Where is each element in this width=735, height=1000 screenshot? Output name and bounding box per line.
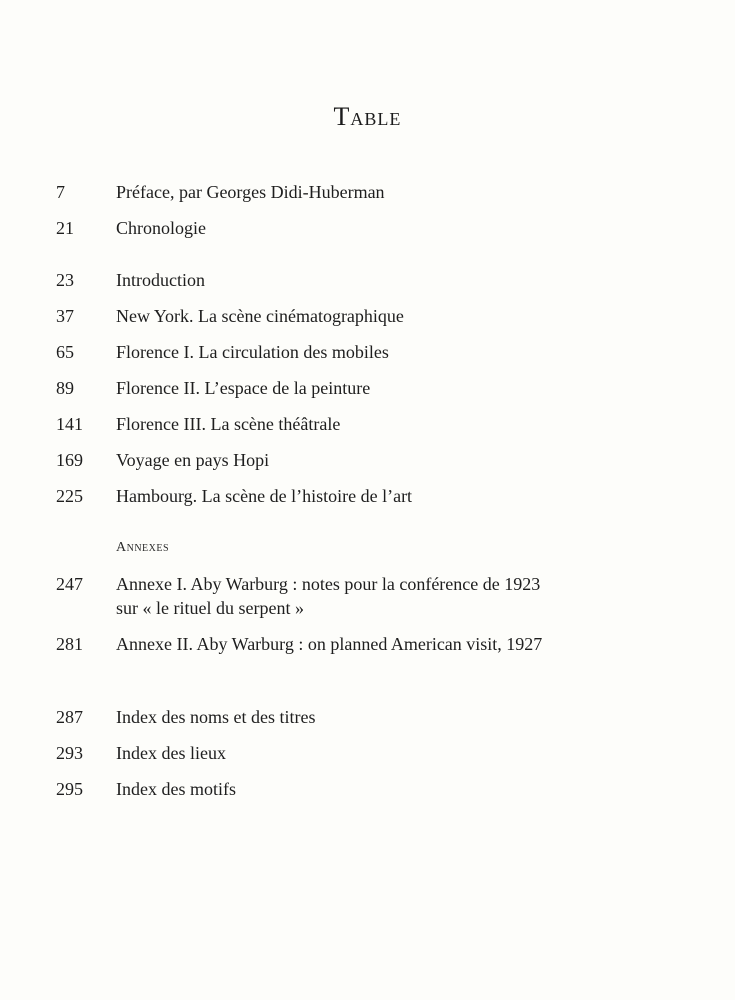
toc-entry-title: Annexe I. Aby Warburg : notes pour la conférence de 1923 bbox=[116, 574, 541, 594]
toc-page-number: 37 bbox=[56, 306, 74, 326]
toc-entry-title: Florence I. La circulation des mobiles bbox=[116, 342, 389, 362]
toc-entry-title: Annexe II. Aby Warburg : on planned American visit, 1927 bbox=[116, 634, 543, 654]
toc-entry bbox=[0, 705, 735, 735]
toc-entry bbox=[0, 216, 735, 246]
toc-entry bbox=[0, 484, 735, 514]
toc-entry-title: Chronologie bbox=[116, 218, 206, 238]
toc-entry bbox=[0, 376, 735, 406]
toc-page-number: 21 bbox=[56, 218, 74, 238]
toc-entry-title: Florence III. La scène théâtrale bbox=[116, 414, 341, 434]
toc-entry bbox=[0, 412, 735, 442]
toc-page-number: 281 bbox=[56, 634, 83, 654]
toc-entry bbox=[0, 304, 735, 334]
toc-entry-title: Index des noms et des titres bbox=[116, 707, 316, 727]
toc-page-number: 23 bbox=[56, 270, 74, 290]
toc-entry-title: New York. La scène cinématographique bbox=[116, 306, 404, 326]
toc-page-number: 65 bbox=[56, 342, 74, 362]
toc-entry bbox=[0, 180, 735, 210]
annexes-heading: Annexes bbox=[116, 540, 170, 555]
toc-entry-title: Voyage en pays Hopi bbox=[116, 450, 270, 470]
toc-page-number: 247 bbox=[56, 574, 83, 594]
toc-page-number: 169 bbox=[56, 450, 83, 470]
toc-entry bbox=[0, 572, 735, 622]
toc-entry-title: Introduction bbox=[116, 270, 205, 290]
toc-page-number: 295 bbox=[56, 779, 83, 799]
toc-entry bbox=[0, 340, 735, 370]
toc-entry-title: Index des motifs bbox=[116, 779, 236, 799]
toc-entry bbox=[0, 777, 735, 807]
toc-page-number: 287 bbox=[56, 707, 83, 727]
toc-page-number: 141 bbox=[56, 414, 83, 434]
toc-entry bbox=[0, 268, 735, 298]
toc-entry-title: Préface, par Georges Didi-Huberman bbox=[116, 182, 385, 202]
toc-entry-title: Florence II. L’espace de la peinture bbox=[116, 378, 371, 398]
toc-page-number: 225 bbox=[56, 486, 83, 506]
toc-entry bbox=[0, 741, 735, 771]
page-title: Table bbox=[333, 102, 402, 131]
toc-entry-title: Index des lieux bbox=[116, 743, 226, 763]
toc-entry-title-continued: sur « le rituel du serpent » bbox=[116, 598, 304, 618]
toc-entry bbox=[0, 448, 735, 478]
toc-page-number: 293 bbox=[56, 743, 83, 763]
toc-page-number: 7 bbox=[56, 182, 65, 202]
toc-entry bbox=[0, 632, 735, 662]
toc-page-number: 89 bbox=[56, 378, 74, 398]
toc-entry-title: Hambourg. La scène de l’histoire de l’art bbox=[116, 486, 413, 506]
